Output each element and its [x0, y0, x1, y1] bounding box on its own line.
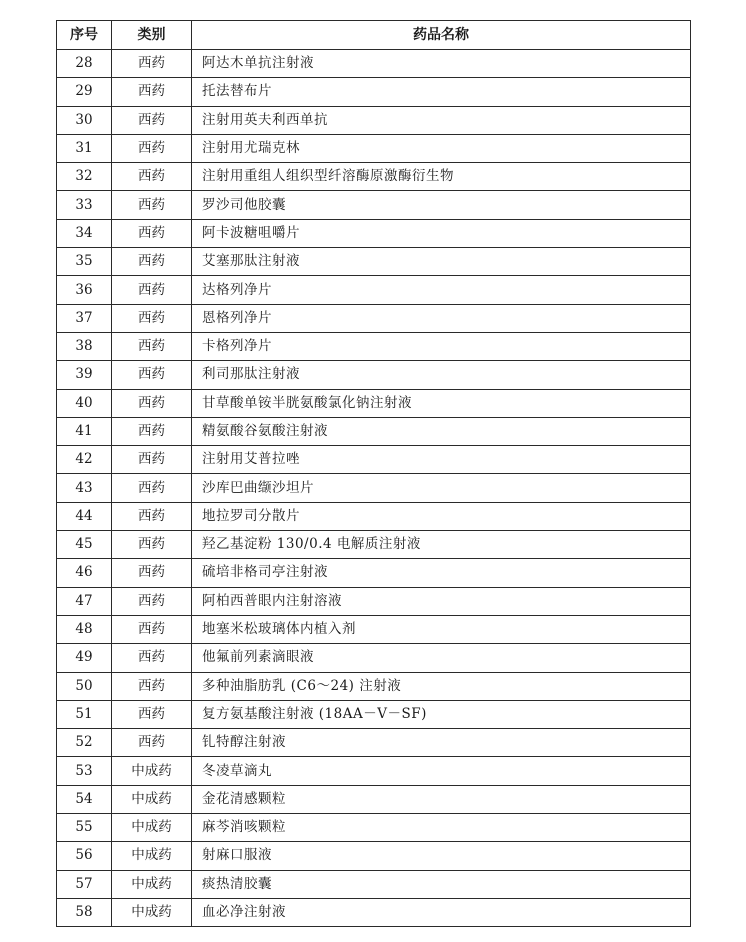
- row-index: 44: [57, 502, 112, 530]
- row-drug-name: 阿柏西普眼内注射溶液: [192, 587, 691, 615]
- table-row: [57, 191, 691, 219]
- table-row: [57, 587, 691, 615]
- header-row: [57, 21, 691, 50]
- row-index: 33: [57, 191, 112, 219]
- row-category: 中成药: [112, 898, 192, 926]
- row-drug-name: 精氨酸谷氨酸注射液: [192, 417, 691, 445]
- row-index: 49: [57, 644, 112, 672]
- row-drug-name: 血必净注射液: [192, 898, 691, 926]
- row-index: 35: [57, 248, 112, 276]
- row-drug-name: 托法替布片: [192, 78, 691, 106]
- row-index: 32: [57, 163, 112, 191]
- row-category: 西药: [112, 700, 192, 728]
- row-category: 西药: [112, 389, 192, 417]
- row-drug-name: 地拉罗司分散片: [192, 502, 691, 530]
- table-row: [57, 814, 691, 842]
- row-category: 西药: [112, 134, 192, 162]
- row-index: 36: [57, 276, 112, 304]
- row-index: 28: [57, 50, 112, 78]
- table-row: [57, 50, 691, 78]
- row-index: 43: [57, 474, 112, 502]
- row-index: 47: [57, 587, 112, 615]
- header-index: 序号: [57, 21, 112, 50]
- row-category: 中成药: [112, 870, 192, 898]
- row-category: 西药: [112, 304, 192, 332]
- row-index: 58: [57, 898, 112, 926]
- row-category: 西药: [112, 78, 192, 106]
- row-category: 西药: [112, 729, 192, 757]
- row-drug-name: 地塞米松玻璃体内植入剂: [192, 615, 691, 643]
- row-index: 30: [57, 106, 112, 134]
- row-category: 中成药: [112, 842, 192, 870]
- row-drug-name: 羟乙基淀粉 130/0.4 电解质注射液: [192, 531, 691, 559]
- row-drug-name: 射麻口服液: [192, 842, 691, 870]
- row-drug-name: 卡格列净片: [192, 332, 691, 360]
- table-row: [57, 446, 691, 474]
- table-row: [57, 870, 691, 898]
- row-category: 西药: [112, 644, 192, 672]
- table-row: [57, 644, 691, 672]
- row-category: 中成药: [112, 757, 192, 785]
- row-drug-name: 注射用重组人组织型纤溶酶原激酶衍生物: [192, 163, 691, 191]
- row-index: 57: [57, 870, 112, 898]
- table-row: [57, 502, 691, 530]
- table-row: [57, 672, 691, 700]
- row-drug-name: 阿达木单抗注射液: [192, 50, 691, 78]
- row-category: 西药: [112, 417, 192, 445]
- row-drug-name: 金花清感颗粒: [192, 785, 691, 813]
- row-index: 38: [57, 332, 112, 360]
- header-drug-name: 药品名称: [192, 21, 691, 50]
- table-row: [57, 474, 691, 502]
- table-row: [57, 332, 691, 360]
- row-index: 48: [57, 615, 112, 643]
- row-category: 中成药: [112, 814, 192, 842]
- row-drug-name: 他氟前列素滴眼液: [192, 644, 691, 672]
- row-category: 西药: [112, 163, 192, 191]
- table-row: [57, 531, 691, 559]
- row-drug-name: 复方氨基酸注射液 (18AA－Ⅴ－SF): [192, 700, 691, 728]
- row-category: 西药: [112, 446, 192, 474]
- row-index: 53: [57, 757, 112, 785]
- table-row: [57, 842, 691, 870]
- row-category: 西药: [112, 276, 192, 304]
- row-drug-name: 注射用尤瑞克林: [192, 134, 691, 162]
- row-drug-name: 恩格列净片: [192, 304, 691, 332]
- row-category: 西药: [112, 106, 192, 134]
- table-row: [57, 106, 691, 134]
- row-category: 西药: [112, 587, 192, 615]
- row-drug-name: 阿卡波糖咀嚼片: [192, 219, 691, 247]
- row-drug-name: 多种油脂肪乳 (C6～24) 注射液: [192, 672, 691, 700]
- row-drug-name: 注射用英夫利西单抗: [192, 106, 691, 134]
- table-row: [57, 134, 691, 162]
- table-row: [57, 219, 691, 247]
- row-index: 42: [57, 446, 112, 474]
- row-category: 西药: [112, 361, 192, 389]
- table-row: [57, 785, 691, 813]
- row-drug-name: 麻芩消咳颗粒: [192, 814, 691, 842]
- row-category: 西药: [112, 615, 192, 643]
- row-category: 西药: [112, 672, 192, 700]
- row-drug-name: 钆特醇注射液: [192, 729, 691, 757]
- row-index: 50: [57, 672, 112, 700]
- row-index: 29: [57, 78, 112, 106]
- row-category: 西药: [112, 502, 192, 530]
- row-category: 西药: [112, 332, 192, 360]
- row-category: 西药: [112, 50, 192, 78]
- table-row: [57, 361, 691, 389]
- row-index: 41: [57, 417, 112, 445]
- table-row: [57, 615, 691, 643]
- table-row: [57, 898, 691, 926]
- row-index: 34: [57, 219, 112, 247]
- row-drug-name: 硫培非格司亭注射液: [192, 559, 691, 587]
- table-row: [57, 700, 691, 728]
- header-category: 类别: [112, 21, 192, 50]
- table-row: [57, 757, 691, 785]
- row-index: 40: [57, 389, 112, 417]
- table-row: [57, 276, 691, 304]
- row-index: 51: [57, 700, 112, 728]
- table-row: [57, 248, 691, 276]
- row-category: 西药: [112, 559, 192, 587]
- row-index: 52: [57, 729, 112, 757]
- row-index: 45: [57, 531, 112, 559]
- row-category: 西药: [112, 219, 192, 247]
- table-row: [57, 389, 691, 417]
- row-drug-name: 注射用艾普拉唑: [192, 446, 691, 474]
- row-drug-name: 达格列净片: [192, 276, 691, 304]
- row-category: 西药: [112, 191, 192, 219]
- row-index: 56: [57, 842, 112, 870]
- table-row: [57, 729, 691, 757]
- table-row: [57, 78, 691, 106]
- row-category: 西药: [112, 248, 192, 276]
- row-drug-name: 甘草酸单铵半胱氨酸氯化钠注射液: [192, 389, 691, 417]
- drug-table: [56, 20, 691, 927]
- table-row: [57, 304, 691, 332]
- table-row: [57, 559, 691, 587]
- row-index: 31: [57, 134, 112, 162]
- row-drug-name: 艾塞那肽注射液: [192, 248, 691, 276]
- row-drug-name: 罗沙司他胶囊: [192, 191, 691, 219]
- table-row: [57, 417, 691, 445]
- table-row: [57, 163, 691, 191]
- table-body: [57, 50, 691, 927]
- row-index: 55: [57, 814, 112, 842]
- row-index: 46: [57, 559, 112, 587]
- row-index: 54: [57, 785, 112, 813]
- row-category: 西药: [112, 474, 192, 502]
- row-drug-name: 沙库巴曲缬沙坦片: [192, 474, 691, 502]
- row-drug-name: 冬凌草滴丸: [192, 757, 691, 785]
- row-category: 西药: [112, 531, 192, 559]
- row-index: 37: [57, 304, 112, 332]
- row-index: 39: [57, 361, 112, 389]
- row-drug-name: 痰热清胶囊: [192, 870, 691, 898]
- row-drug-name: 利司那肽注射液: [192, 361, 691, 389]
- drug-list-page: [56, 20, 690, 932]
- row-category: 中成药: [112, 785, 192, 813]
